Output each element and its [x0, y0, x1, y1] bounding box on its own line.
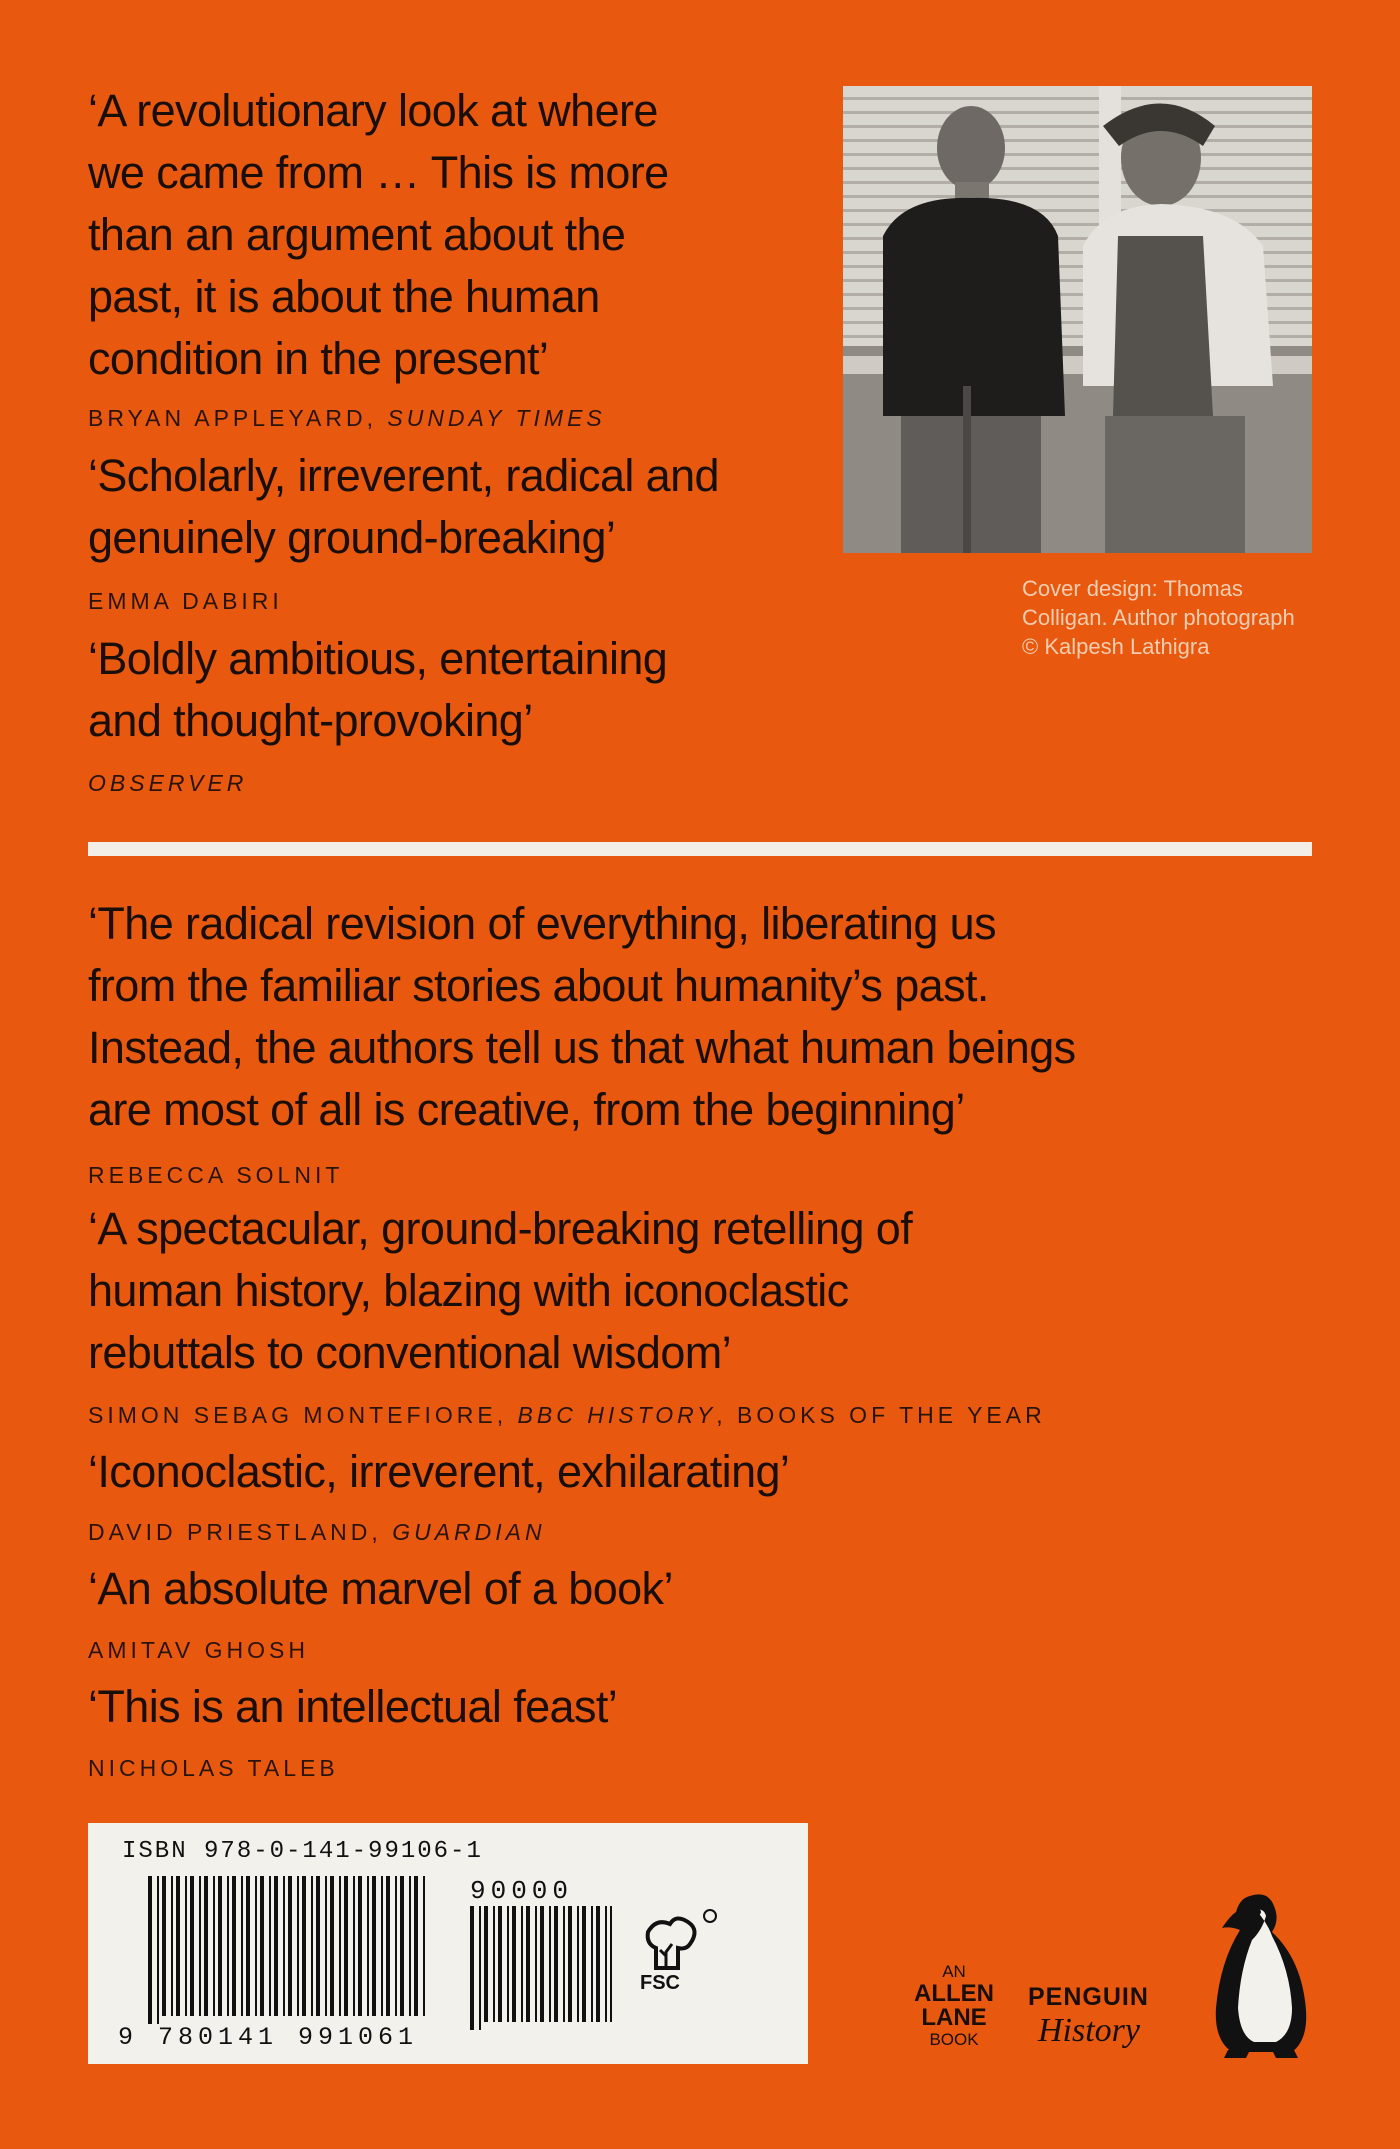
barcode-bar — [409, 1876, 411, 2016]
barcode-bar — [479, 1906, 481, 2030]
barcode-bar — [148, 1876, 152, 2024]
barcode-bar — [218, 1876, 222, 2016]
quote-observer: ‘Boldly ambitious, entertaining and thought-provoking’ — [88, 633, 668, 746]
barcode-bar — [540, 1906, 544, 2022]
quote-solnit: ‘The radical revision of everything, liberating us from the familiar stories about humanity’s past. Instead, the authors tell us that what human beings are most of all is creative, from the beginning’ — [88, 898, 1076, 1135]
allen-word: ALLEN — [914, 1980, 994, 2007]
barcode-bar — [549, 1906, 551, 2022]
attribution-montefiore — [88, 1402, 1046, 1429]
quote-priestland: ‘Iconoclastic, irreverent, exhilarating’ — [88, 1446, 790, 1497]
barcode-bar — [386, 1876, 390, 2016]
cover-credit: Cover design: Thomas Colligan. Author photograph © Kalpesh Lathigra — [1022, 576, 1295, 659]
barcode-bar — [367, 1876, 369, 2016]
barcode-bar — [288, 1876, 292, 2016]
attribution-taleb — [88, 1755, 339, 1782]
barcode-bar — [400, 1876, 404, 2016]
barcode-bar — [591, 1906, 593, 2022]
attr-publication: BBC HISTORY — [517, 1402, 717, 1428]
allen-an: AN — [942, 1962, 966, 1981]
attribution-solnit — [88, 1162, 343, 1189]
quote-appleyard: ‘A revolutionary look at where we came from … This is more than an argument about the past, it is about the human condition in the present’ — [88, 85, 669, 384]
attr-name: BRYAN APPLEYARD, — [88, 405, 388, 431]
barcode-bar — [372, 1876, 376, 2016]
barcode-bar — [241, 1876, 243, 2016]
barcode-bar — [339, 1876, 341, 2016]
barcode-bar — [325, 1876, 327, 2016]
penguin-logo-icon — [1206, 1890, 1316, 2068]
attr-name: REBECCA SOLNIT — [88, 1162, 344, 1188]
quote-ghosh: ‘An absolute marvel of a book’ — [88, 1563, 673, 1614]
barcode-bar — [414, 1876, 418, 2016]
barcode-bar — [507, 1906, 509, 2022]
isbn-label: ISBN 978-0-141-99106-1 — [122, 1838, 483, 1865]
attribution-ghosh — [88, 1637, 309, 1664]
barcode-bar — [535, 1906, 537, 2022]
attribution-dabiri — [88, 588, 283, 615]
quote-dabiri: ‘Scholarly, irreverent, radical and genuinely ground-breaking’ — [88, 450, 719, 563]
attr-tail: , BOOKS OF THE YEAR — [716, 1402, 1046, 1428]
barcode-bar — [185, 1876, 187, 2016]
ean-barcode — [148, 1876, 428, 2024]
attribution-observer — [88, 770, 247, 797]
barcode-bar — [568, 1906, 572, 2022]
barcode-bar — [582, 1906, 586, 2022]
attr-name: DAVID PRIESTLAND, — [88, 1519, 393, 1545]
barcode-bar — [353, 1876, 355, 2016]
barcode-bar — [330, 1876, 334, 2016]
price-digits: 90000 — [470, 1876, 574, 1906]
barcode-bar — [358, 1876, 362, 2016]
barcode-bar — [269, 1876, 271, 2016]
barcode-bar — [493, 1906, 495, 2022]
barcode-bar — [283, 1876, 285, 2016]
barcode-bar — [171, 1876, 173, 2016]
attribution-priestland — [88, 1519, 546, 1546]
barcode-bar — [246, 1876, 250, 2016]
barcode-bar — [423, 1876, 425, 2016]
barcode-bar — [199, 1876, 201, 2016]
barcode-bar — [563, 1906, 565, 2022]
attr-name: SIMON SEBAG MONTEFIORE, — [88, 1402, 518, 1428]
attribution-appleyard — [88, 405, 606, 432]
attr-name: EMMA DABIRI — [88, 588, 283, 614]
barcode-bar — [213, 1876, 215, 2016]
barcode-bar — [227, 1876, 229, 2016]
barcode-bar — [260, 1876, 264, 2016]
ean-digits: 9 780141 991061 — [118, 2023, 419, 2052]
barcode-bar — [498, 1906, 502, 2022]
barcode-bar — [577, 1906, 579, 2022]
attr-publication: GUARDIAN — [392, 1519, 546, 1545]
barcode-bar — [297, 1876, 299, 2016]
barcode-bar — [274, 1876, 278, 2016]
price-barcode — [470, 1906, 612, 2030]
penguin-wordmark: PENGUIN — [1028, 1983, 1149, 2011]
barcode-bar — [232, 1876, 236, 2016]
barcode-bar — [554, 1906, 558, 2022]
allen-lane-logo — [904, 1962, 1004, 2050]
barcode-bar — [610, 1906, 612, 2022]
allen-book: BOOK — [929, 2030, 979, 2049]
fsc-label: FSC — [640, 1972, 680, 1994]
barcode-bar — [344, 1876, 348, 2016]
author-photograph-drawing — [843, 86, 1312, 553]
barcode-bar — [526, 1906, 530, 2022]
barcode-bar — [255, 1876, 257, 2016]
barcode-bar — [190, 1876, 194, 2016]
barcode-bar — [204, 1876, 208, 2016]
barcode-bar — [302, 1876, 306, 2016]
barcode-bar — [521, 1906, 523, 2022]
history-wordmark: History — [1038, 2012, 1140, 2049]
author-photograph — [843, 86, 1312, 553]
quote-montefiore: ‘A spectacular, ground-breaking retelling of human history, blazing with iconoclastic rebuttals to conventional wisdom’ — [88, 1203, 913, 1378]
attr-name: AMITAV GHOSH — [88, 1637, 309, 1663]
barcode-bar — [395, 1876, 397, 2016]
barcode-bar — [484, 1906, 488, 2022]
quote-taleb: ‘This is an intellectual feast’ — [88, 1681, 618, 1732]
barcode-bar — [311, 1876, 313, 2016]
lane-word: LANE — [921, 2004, 987, 2031]
barcode-bar — [596, 1906, 600, 2022]
barcode-bar — [512, 1906, 516, 2022]
barcode-bar — [157, 1876, 159, 2024]
barcode-bar — [162, 1876, 166, 2016]
barcode-bar — [605, 1906, 607, 2022]
attr-publication: SUNDAY TIMES — [387, 405, 606, 431]
attr-publication: OBSERVER — [88, 770, 248, 796]
barcode-bar — [470, 1906, 474, 2030]
divider-rule — [88, 842, 1312, 856]
barcode-bar — [381, 1876, 383, 2016]
barcode-bar — [316, 1876, 320, 2016]
barcode-bar — [176, 1876, 180, 2016]
attr-name: NICHOLAS TALEB — [88, 1755, 339, 1781]
